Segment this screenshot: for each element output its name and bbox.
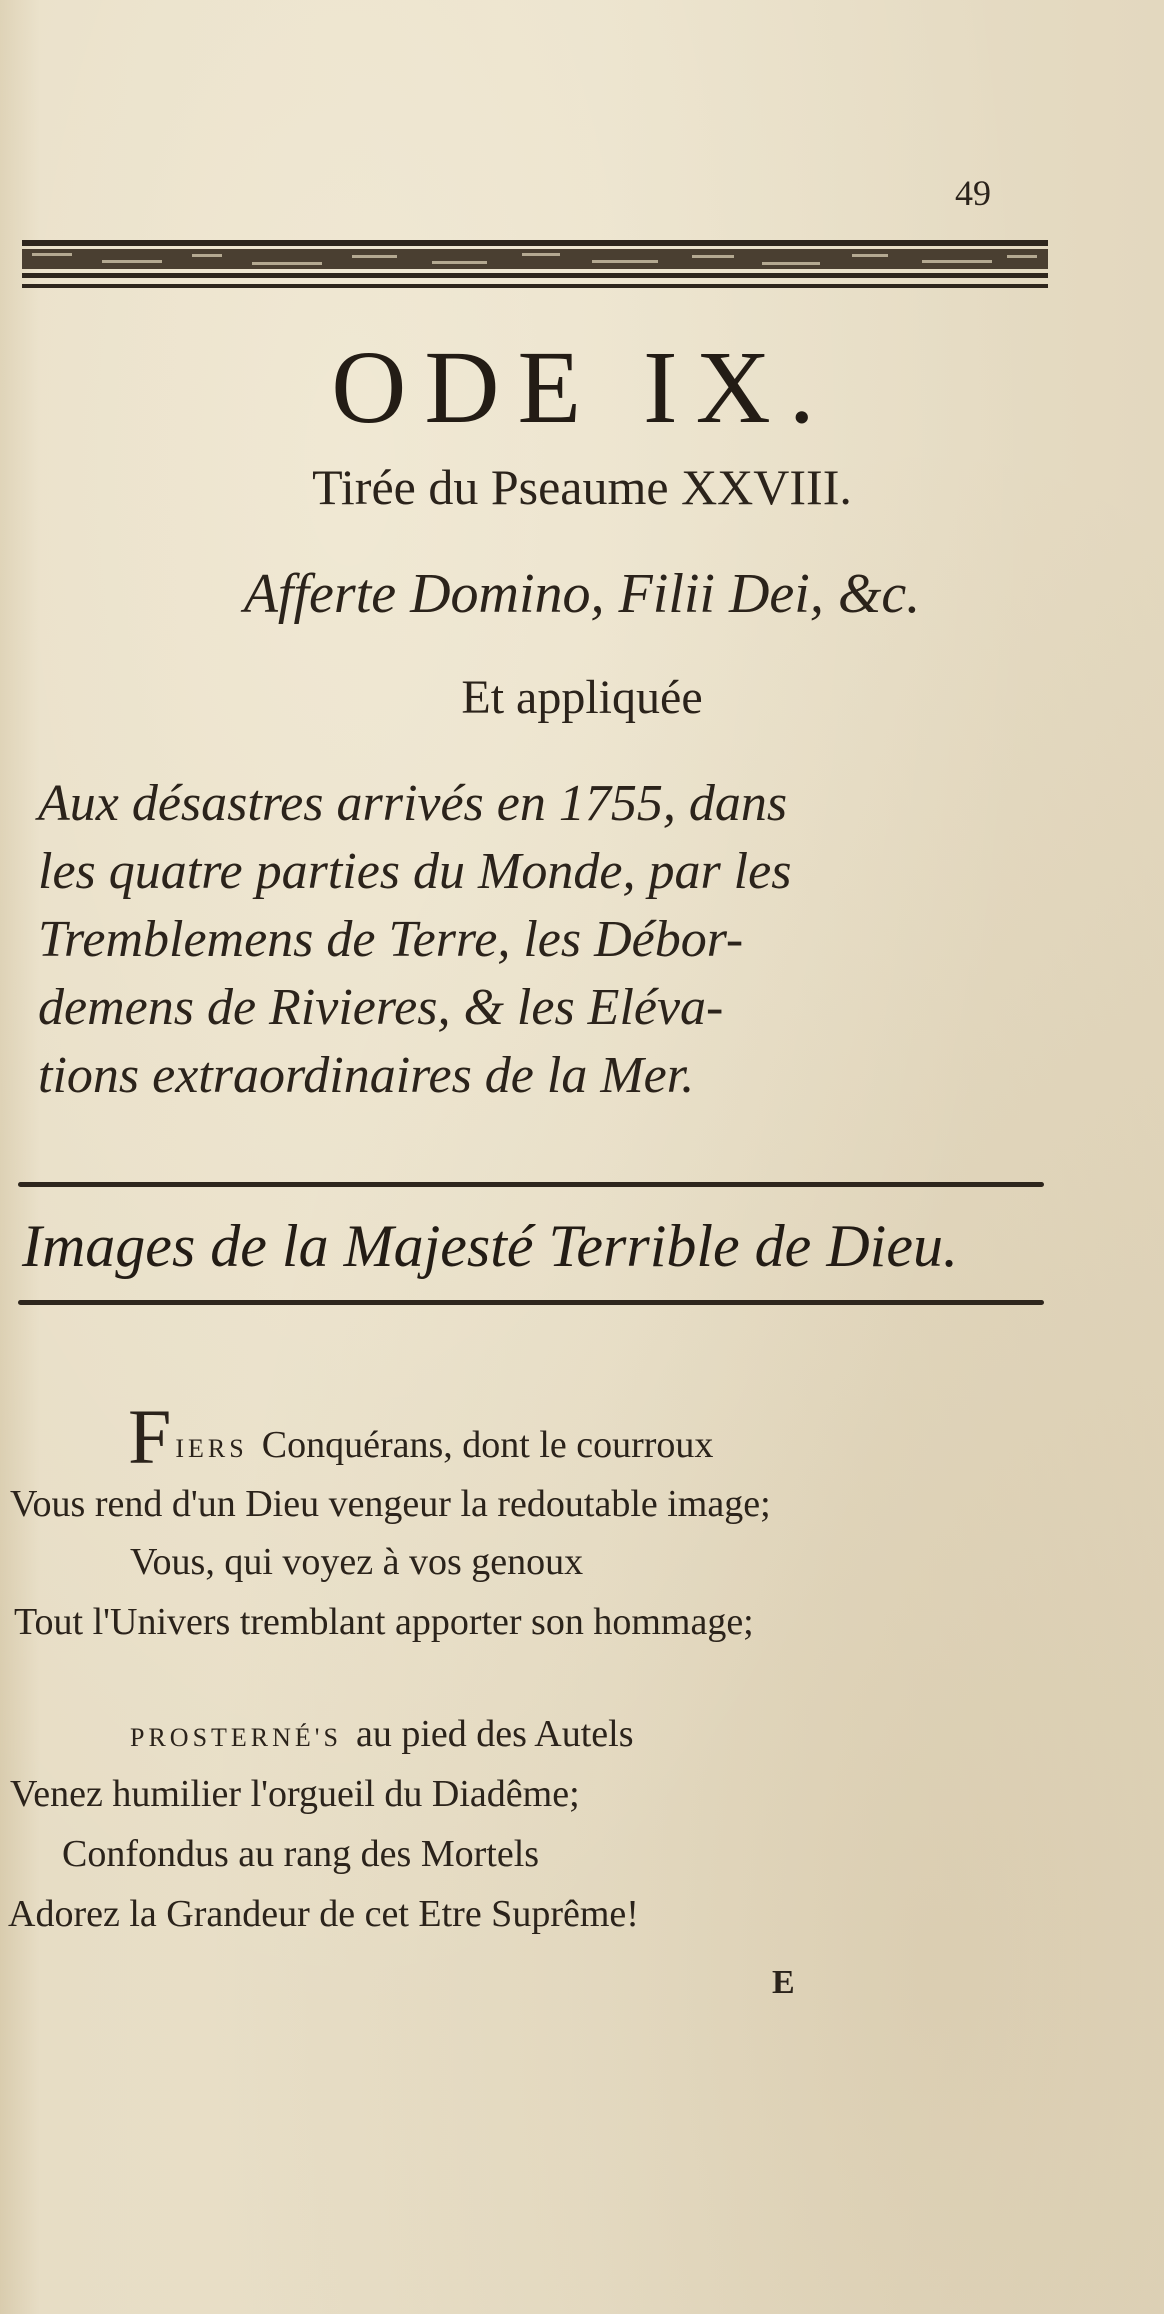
catchword: E bbox=[772, 1964, 795, 2001]
first-word-small-caps: IERS bbox=[175, 1434, 248, 1463]
stanza-2-line-3: Confondus au rang des Mortels bbox=[62, 1833, 540, 1875]
section-rule-bottom bbox=[18, 1300, 1044, 1305]
dedication-line: Tremblemens de Terre, les Débor- bbox=[38, 911, 744, 968]
dedication-line: Aux désastres arrivés en 1755, dans bbox=[38, 775, 788, 832]
drop-cap: F bbox=[128, 1393, 172, 1480]
section-heading: Images de la Majesté Terrible de Dieu. bbox=[22, 1213, 958, 1279]
first-word-small-caps: PROSTERNÉ'S bbox=[130, 1723, 342, 1752]
latin-incipit: Afferte Domino, Filii Dei, &c. bbox=[243, 563, 921, 625]
dedication-paragraph bbox=[38, 770, 1048, 1110]
applied-line: Et appliquée bbox=[461, 671, 703, 724]
stanza-1-line-1 bbox=[128, 1392, 713, 1482]
stanza-2-line-4: Adorez la Grandeur de cet Etre Suprême! bbox=[8, 1893, 639, 1935]
ode-title: ODE IX. bbox=[331, 330, 833, 445]
verse-text: Conquérans, dont le courroux bbox=[261, 1424, 714, 1466]
verse-text: au pied des Autels bbox=[355, 1713, 634, 1755]
ode-subtitle: Tirée du Pseaume XXVIII. bbox=[312, 459, 852, 515]
dedication-line: demens de Rivieres, & les Eléva- bbox=[38, 979, 724, 1036]
dedication-line: les quatre parties du Monde, par les bbox=[38, 843, 792, 900]
stanza-1-line-4: Tout l'Univers tremblant apporter son hommage; bbox=[14, 1601, 754, 1643]
stanza-2-line-1 bbox=[130, 1712, 634, 1756]
dedication-line: tions extraordinaires de la Mer. bbox=[38, 1047, 695, 1104]
stanza-1-line-3: Vous, qui voyez à vos genoux bbox=[130, 1541, 584, 1583]
page-number: 49 bbox=[955, 173, 991, 213]
ornamental-band bbox=[22, 240, 1048, 292]
section-rule-top bbox=[18, 1182, 1044, 1187]
stanza-1-line-2: Vous rend d'un Dieu vengeur la redoutable image; bbox=[10, 1483, 771, 1525]
stanza-2-line-2: Venez humilier l'orgueil du Diadême; bbox=[10, 1773, 580, 1815]
